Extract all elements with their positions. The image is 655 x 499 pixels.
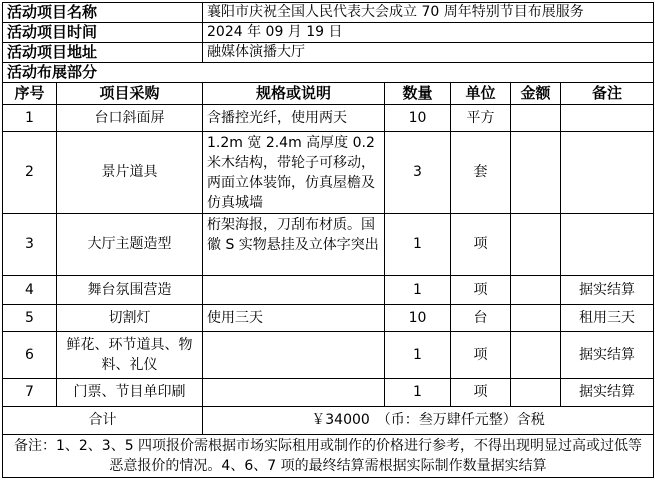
row-item: 门票、节目单印刷 [57,379,203,407]
row-qty: 1 [385,332,451,379]
row-unit: 平方 [451,105,511,132]
project-time-row [3,23,654,43]
table-row [3,276,654,305]
row-spec [203,276,385,305]
note-row [3,435,654,478]
row-unit: 项 [451,379,511,407]
row-spec: 含播控光纤，使用两天 [203,105,385,132]
row-qty: 1 [385,276,451,305]
project-time-value: 2024 年 09 月 19 日 [203,23,654,43]
row-spec: 桁架海报，刀刮布材质。国徽 S 实物悬挂及立体字突出 [203,214,385,276]
section-title-row [3,63,654,83]
row-no: 7 [3,379,57,407]
row-amount [511,276,561,305]
row-item: 鲜花、环节道具、物料、礼仪 [57,332,203,379]
total-label: 合计 [3,407,203,435]
row-no: 2 [3,132,57,214]
col-header-remark: 备注 [561,83,654,105]
row-amount [511,105,561,132]
row-unit: 套 [451,132,511,214]
row-qty: 1 [385,214,451,276]
table-row [3,305,654,332]
row-spec [203,379,385,407]
row-amount [511,132,561,214]
quotation-table [2,2,654,478]
project-place-label: 活动项目地址 [3,43,203,63]
row-remark [561,132,654,214]
col-header-spec: 规格或说明 [203,83,385,105]
project-place-value: 融媒体演播大厅 [203,43,654,63]
row-remark: 据实结算 [561,276,654,305]
row-qty: 10 [385,305,451,332]
row-amount [511,379,561,407]
row-qty: 10 [385,105,451,132]
row-amount [511,305,561,332]
row-remark [561,105,654,132]
row-no: 3 [3,214,57,276]
row-item: 大厅主题造型 [57,214,203,276]
row-qty: 1 [385,379,451,407]
row-remark [561,214,654,276]
row-item: 切割灯 [57,305,203,332]
project-time-label: 活动项目时间 [3,23,203,43]
table-row [3,332,654,379]
table-row [3,214,654,276]
quotation-sheet [2,2,653,478]
row-remark: 租用三天 [561,305,654,332]
row-spec: 1.2m 宽 2.4m 高厚度 0.2 米木结构，带轮子可移动，两面立体装饰，仿真屋檐及仿真城墙 [203,132,385,214]
row-no: 5 [3,305,57,332]
table-row [3,132,654,214]
column-header-row [3,83,654,105]
row-item: 舞台氛围营造 [57,276,203,305]
col-header-no: 序号 [3,83,57,105]
row-no: 4 [3,276,57,305]
row-spec: 使用三天 [203,305,385,332]
row-unit: 台 [451,305,511,332]
project-place-row [3,43,654,63]
section-title: 活动布展部分 [3,63,654,83]
row-no: 1 [3,105,57,132]
total-value: ￥34000 （币：叁万肆仟元整）含税 [203,407,654,435]
project-name-label: 活动项目名称 [3,3,203,23]
row-amount [511,214,561,276]
project-name-value: 襄阳市庆祝全国人民代表大会成立 70 周年特别节目布展服务 [203,3,654,23]
table-row [3,105,654,132]
row-no: 6 [3,332,57,379]
note-text: 备注：1、2、3、5 四项报价需根据市场实际租用或制作的价格进行参考，不得出现明显过高或过低等恶意报价的情况。4、6、7 项的最终结算需根据实际制作数量据实结算 [3,435,654,478]
project-name-row [3,3,654,23]
col-header-qty: 数量 [385,83,451,105]
row-remark: 据实结算 [561,332,654,379]
row-qty: 3 [385,132,451,214]
total-row [3,407,654,435]
col-header-item: 项目采购 [57,83,203,105]
row-amount [511,332,561,379]
row-unit: 项 [451,214,511,276]
col-header-amount: 金额 [511,83,561,105]
col-header-unit: 单位 [451,83,511,105]
row-unit: 项 [451,276,511,305]
row-unit: 项 [451,332,511,379]
row-remark: 据实结算 [561,379,654,407]
row-spec [203,332,385,379]
row-item: 景片道具 [57,132,203,214]
row-item: 台口斜面屏 [57,105,203,132]
table-row [3,379,654,407]
